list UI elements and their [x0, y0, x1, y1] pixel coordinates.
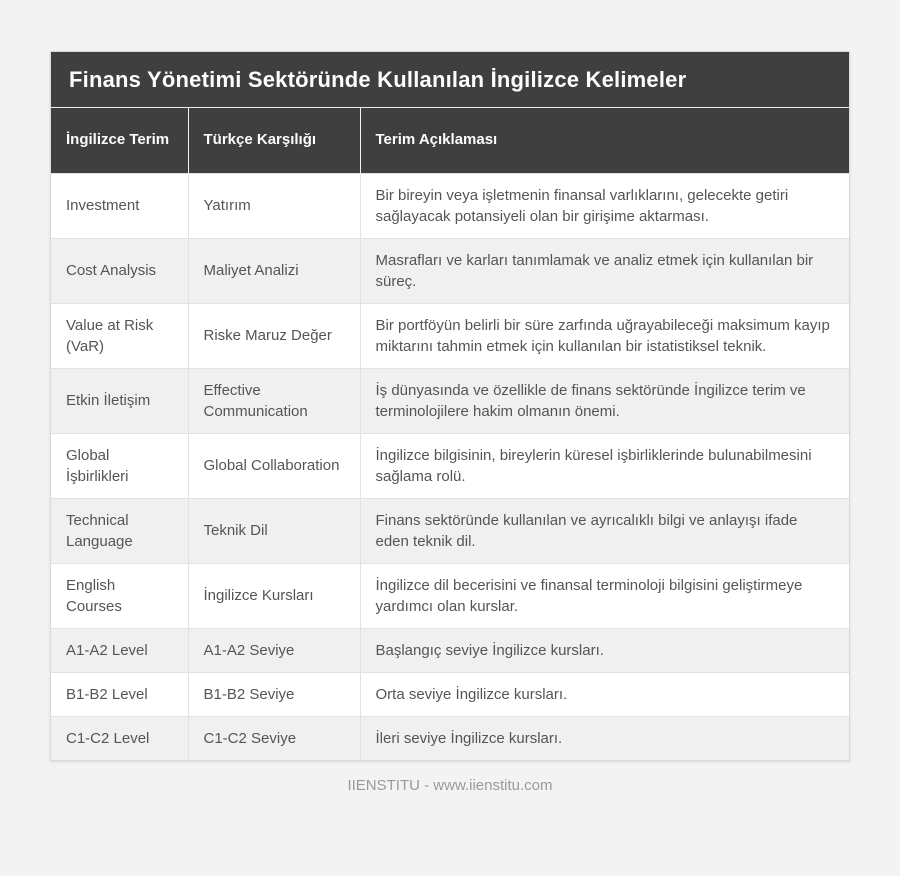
vocab-table	[51, 108, 849, 760]
column-header-turkish-equivalent: Türkçe Karşılığı	[188, 108, 360, 173]
page-title: Finans Yönetimi Sektöründe Kullanılan İngilizce Kelimeler	[51, 52, 849, 108]
term-cell: Etkin İletişim	[51, 368, 188, 433]
table-body	[51, 173, 849, 760]
description-cell: İleri seviye İngilizce kursları.	[360, 716, 849, 760]
translation-cell: İngilizce Kursları	[188, 563, 360, 628]
footer-credit: IIENSTITU - www.iienstitu.com	[347, 776, 553, 794]
column-header-english-term: İngilizce Terim	[51, 108, 188, 173]
term-cell: Technical Language	[51, 498, 188, 563]
description-cell: Başlangıç seviye İngilizce kursları.	[360, 628, 849, 672]
table-row	[51, 672, 849, 716]
table-row	[51, 498, 849, 563]
column-header-term-description: Terim Açıklaması	[360, 108, 849, 173]
term-cell: C1-C2 Level	[51, 716, 188, 760]
translation-cell: Yatırım	[188, 173, 360, 238]
table-row	[51, 563, 849, 628]
translation-cell: A1-A2 Seviye	[188, 628, 360, 672]
translation-cell: Global Collaboration	[188, 433, 360, 498]
translation-cell: C1-C2 Seviye	[188, 716, 360, 760]
description-cell: İngilizce dil becerisini ve finansal terminoloji bilgisini geliştirmeye yardımcı olan kurslar.	[360, 563, 849, 628]
term-cell: Investment	[51, 173, 188, 238]
table-row	[51, 628, 849, 672]
translation-cell: B1-B2 Seviye	[188, 672, 360, 716]
description-cell: Bir portföyün belirli bir süre zarfında uğrayabileceği maksimum kayıp miktarını tahmin etmek için kullanılan bir istatistiksel teknik.	[360, 303, 849, 368]
translation-cell: Effective Communication	[188, 368, 360, 433]
table-row	[51, 716, 849, 760]
description-cell: Masrafları ve karları tanımlamak ve analiz etmek için kullanılan bir süreç.	[360, 238, 849, 303]
table-row	[51, 173, 849, 238]
term-cell: English Courses	[51, 563, 188, 628]
table-row	[51, 433, 849, 498]
description-cell: Bir bireyin veya işletmenin finansal varlıklarını, gelecekte getiri sağlayacak potansiyeli olan bir girişime aktarması.	[360, 173, 849, 238]
term-cell: A1-A2 Level	[51, 628, 188, 672]
table-row	[51, 303, 849, 368]
term-cell: B1-B2 Level	[51, 672, 188, 716]
translation-cell: Riske Maruz Değer	[188, 303, 360, 368]
description-cell: İngilizce bilgisinin, bireylerin küresel işbirliklerinde bulunabilmesini sağlama rolü.	[360, 433, 849, 498]
header-row	[51, 108, 849, 173]
term-cell: Global İşbirlikleri	[51, 433, 188, 498]
translation-cell: Maliyet Analizi	[188, 238, 360, 303]
description-cell: Orta seviye İngilizce kursları.	[360, 672, 849, 716]
term-cell: Value at Risk (VaR)	[51, 303, 188, 368]
table-row	[51, 368, 849, 433]
description-cell: İş dünyasında ve özellikle de finans sektöründe İngilizce terim ve terminolojilere hakim olmanın önemi.	[360, 368, 849, 433]
translation-cell: Teknik Dil	[188, 498, 360, 563]
table-row	[51, 238, 849, 303]
vocab-table-card	[50, 51, 850, 761]
table-header	[51, 108, 849, 173]
description-cell: Finans sektöründe kullanılan ve ayrıcalıklı bilgi ve anlayışı ifade eden teknik dil.	[360, 498, 849, 563]
term-cell: Cost Analysis	[51, 238, 188, 303]
